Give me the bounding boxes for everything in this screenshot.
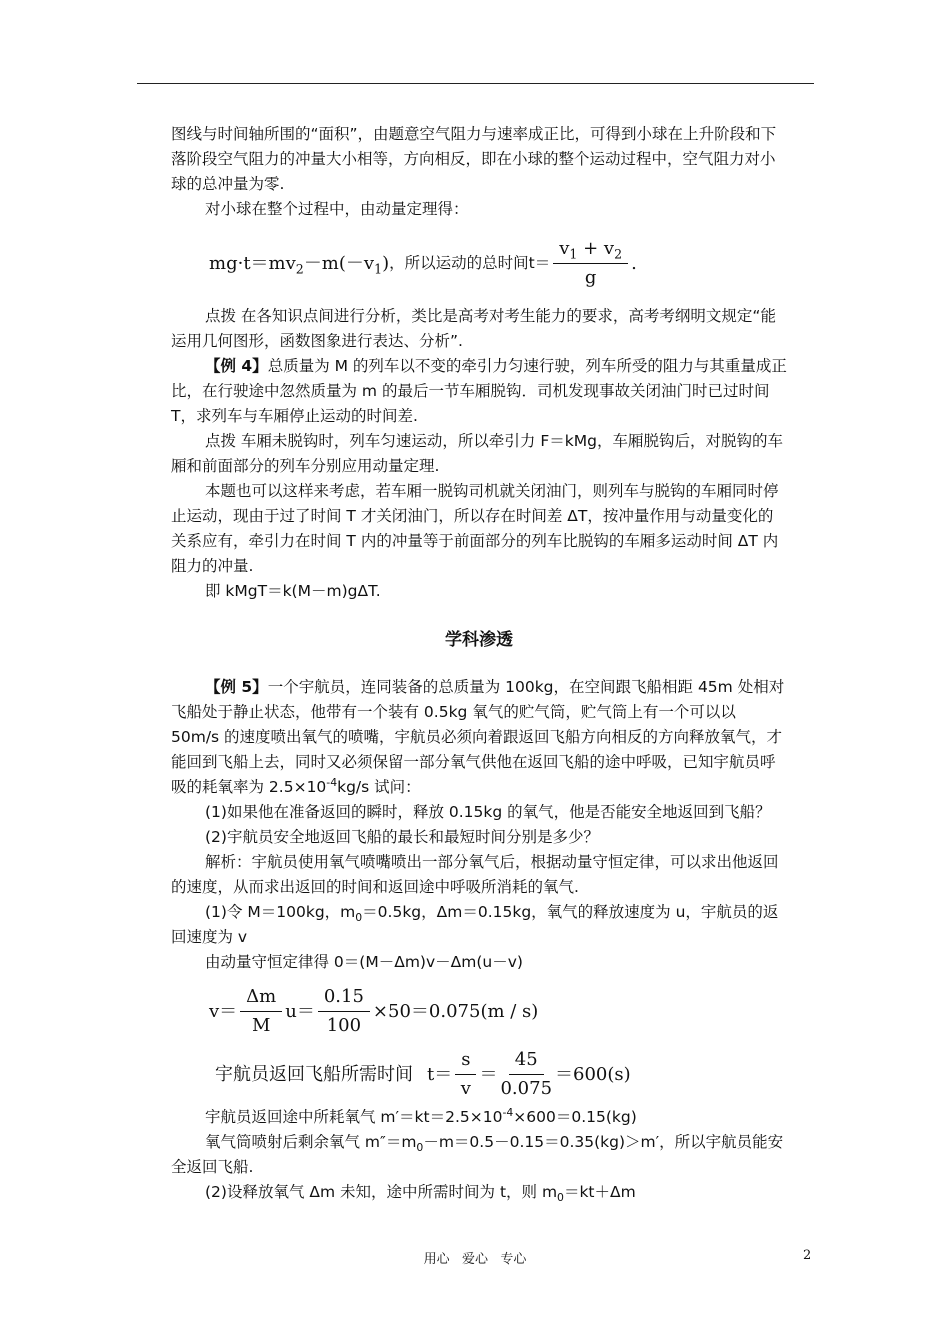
example-text: 总质量为 M 的列车以不变的牵引力匀速行驶，列车所受的阻力与其重量成正比，在行驶途中忽然质量为 m 的最后一节车厢脱钩．司机发现事故关闭油门时已过时间 T，求列车与车厢停止运动的时间差. — [171, 357, 787, 425]
paragraph: 由动量守恒定律得 0＝(M－Δm)v－Δm(u－v) — [205, 953, 523, 971]
fraction: $\frac{45}{0.075}$ — [500, 1048, 553, 1099]
paragraph: 氧气筒喷射后剩余氧气 $m''=m_0-m=0.5-0.15=0.35(kg)>m'$，所以宇航员能安全返回飞船. — [171, 1133, 784, 1176]
example-5 — [171, 675, 787, 800]
paragraph: 本题也可以这样来考虑，若车厢一脱钩司机就关闭油门，则列车与脱钩的车厢同时停止运动，现由于过了时间 T 才关闭油门，所以存在时间差 ΔT，按冲量作用与动量变化的关系应有，牵引力在时间 T 内的冲量等于前面部分的列车比脱钩的车厢多运动时间 ΔT 内阻力的冲量. — [171, 482, 779, 575]
fraction: $\frac{s}{v}$ — [455, 1048, 476, 1101]
example-label: 【例 4】 — [205, 357, 268, 375]
superscript: -4 — [326, 775, 338, 789]
formula-return-time: 宇航员返回飞船所需时间 t＝ $\frac{s}{v}$ ＝ $\frac{45}{0.075}$ ＝600(s) — [215, 1048, 631, 1099]
paragraph: 点拨 在各知识点间进行分析，类比是高考对考生能力的要求，高考考纲明文规定“能运用几何图形，函数图象进行表达、分析”. — [171, 307, 776, 350]
formula-velocity: v＝ $\frac{\Delta m}{M}$ u＝ $\frac{0.15}{100}$ ×50＝0.075(m / s) — [209, 985, 539, 1036]
question-1: (1)如果他在准备返回的瞬时，释放 0.15kg 的氧气，他是否能安全地返回到飞船？ — [205, 803, 771, 821]
footer-slogan: 用心 爱心 专心 — [423, 1252, 527, 1267]
page-number: 2 — [803, 1248, 812, 1263]
example-text: kg/s 试问： — [337, 778, 421, 796]
page-content — [171, 122, 787, 1205]
paragraph: 即 kMgT＝k(M－m)gΔT. — [205, 582, 381, 600]
fraction: $\frac{\Delta m}{M}$ — [240, 985, 282, 1038]
paragraph: (2)设释放氧气 Δm 未知，途中所需时间为 t，则 $m_0=kt+\Delta m$ — [205, 1183, 636, 1205]
section-title: 学科渗透 — [445, 630, 513, 650]
formula-label: 宇航员返回飞船所需时间 — [215, 1063, 413, 1085]
header-rule — [137, 83, 814, 84]
example-4 — [171, 354, 787, 429]
question-2: (2)宇航员安全地返回飞船的最长和最短时间分别是多少？ — [205, 828, 599, 846]
formula-text: ，所以运动的总时间t＝ — [389, 253, 551, 272]
paragraph: 点拨 车厢未脱钩时，列车匀速运动，所以牵引力 F＝kMg，车厢脱钩后，对脱钩的车厢和前面部分的列车分别应用动量定理. — [171, 432, 783, 475]
paragraph: 图线与时间轴所围的“面积”，由题意空气阻力与速率成正比，可得到小球在上升阶段和下落阶段空气阻力的冲量大小相等，方向相反，即在小球的整个运动过程中，空气阻力对小球的总冲量为零. — [171, 125, 777, 193]
formula-total-time: $mg\cdot t=mv_2-m(-v_1)$ ，所以运动的总时间t＝ $\frac{v_1 + v_2}{g}$ . — [209, 237, 637, 288]
paragraph: 解析：宇航员使用氧气喷嘴喷出一部分氧气后，根据动量守恒定律，可以求出他返回的速度，从而求出返回的时间和返回途中呼吸所消耗的氧气. — [171, 853, 779, 896]
fraction: $\frac{v_1 + v_2}{g}$ — [553, 237, 628, 290]
fraction: $\frac{0.15}{100}$ — [318, 985, 370, 1038]
example-text: 一个宇航员，连同装备的总质量为 100kg，在空间跟飞船相距 45m 处相对飞船处于静止状态，他带有一个装有 0.5kg 氧气的贮气筒，贮气筒上有一个可以以 50m/s 的速度喷出氧气的喷嘴，宇航员必须向着跟返回飞船方向相反的方向释放氧气，才能回到飞船上去，同时又必须保留一部分氧气供他在返回飞船的途中呼吸，已知宇航员呼吸的耗氧率为 2.5×10 — [171, 678, 785, 796]
paragraph: 对小球在整个过程中，由动量定理得： — [205, 200, 469, 218]
example-label: 【例 5】 — [205, 678, 268, 696]
formula-lhs: $mg\cdot t=mv_2-m(-v_1)$ — [209, 252, 390, 277]
paragraph: (1)令 M＝100kg，$m_0=0.5kg$，Δm＝0.15kg，氧气的释放速度为 u，宇航员的返回速度为 v — [171, 903, 779, 946]
paragraph: 宇航员返回途中所耗氧气 $m'=kt=2.5\times 10^{-4}\times 600=0.15(kg)$ — [205, 1105, 637, 1126]
